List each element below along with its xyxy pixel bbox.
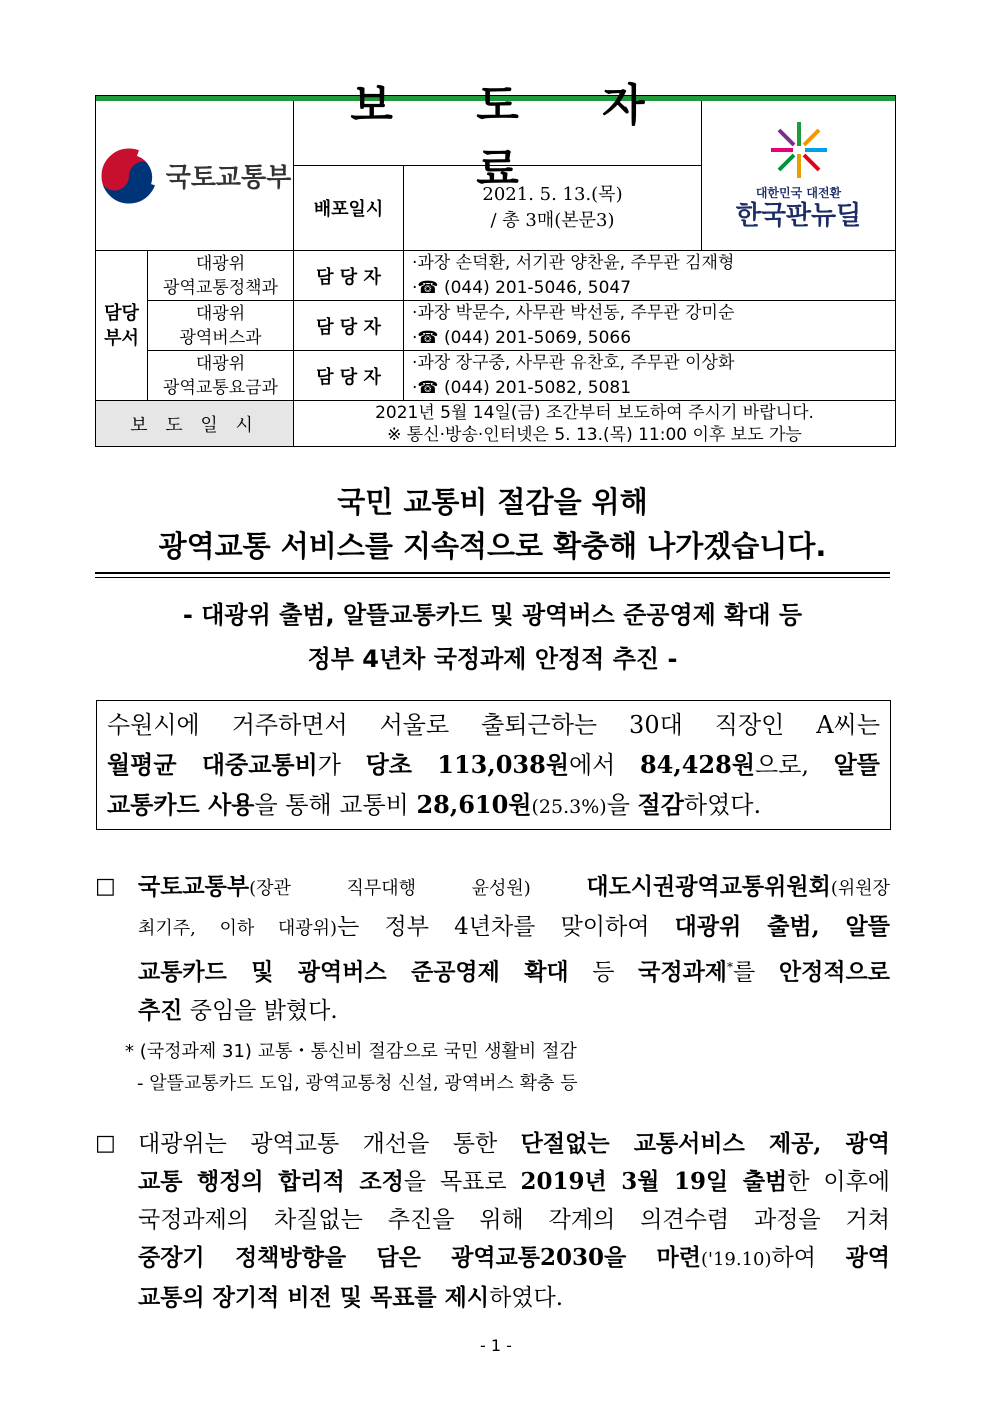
summary-text: 하였다. (683, 791, 762, 819)
distribution-pages: / 총 3매(본문3) (490, 210, 615, 231)
para-text: 는 정부 4년차를 맞이하여 (337, 914, 675, 940)
dept-name-cell (148, 351, 294, 401)
dept-name-line2: 광역교통정책과 (163, 277, 278, 298)
contact-info-cell (404, 351, 895, 401)
summary-text: 에서 (569, 751, 640, 779)
footnote-line2: - 알뜰교통카드 도입, 광역교통청 신설, 광역버스 확충 등 (137, 1073, 578, 1094)
press-release-title: 보 도 자 료 (350, 80, 679, 195)
contact-label: 담 당 자 (316, 366, 381, 388)
footnote-marker: * (727, 960, 734, 974)
contact-persons: ·과장 손덕환, 서기관 양찬윤, 주무관 김재형 (412, 253, 735, 273)
release-line1: 2021년 5월 14일(금) 조간부터 보도하여 주시기 바랍니다. (375, 402, 814, 423)
summary-line3 (107, 785, 880, 827)
para-text: 교통카드 및 광역버스 준공영제 확대 (138, 958, 569, 986)
summary-text: 월평균 대중교통비 (107, 750, 318, 779)
summary-text: 절감 (637, 790, 684, 819)
contact-phone: ·☎ (044) 201-5082, 5081 (412, 378, 632, 398)
new-deal-title: 한국판뉴딜 (735, 201, 862, 231)
paragraph-line (138, 1201, 890, 1239)
para-text: 2019년 3월 19일 출범 (520, 1168, 788, 1195)
para-text: 대광위 출범, 알뜰 (674, 913, 890, 940)
contact-label: 담 당 자 (316, 266, 381, 288)
distribution-date: 2021. 5. 13.(목) (482, 184, 623, 205)
contact-persons: ·과장 박문수, 사무관 박선동, 주무관 강미순 (412, 303, 735, 323)
ministry-logo-cell (96, 101, 294, 251)
summary-line1 (107, 705, 880, 745)
subheadline (95, 593, 890, 681)
para-text: ('19.10) (700, 1249, 772, 1270)
press-header-table (95, 80, 896, 447)
para-text: 국정과제 (638, 958, 728, 986)
summary-text: 을 통해 교통비 (254, 791, 417, 819)
headline-line2: 광역교통 서비스를 지속적으로 확충해 나가겠습니다. (158, 529, 827, 563)
para-text: 교통 행정의 합리적 조정 (138, 1168, 404, 1195)
para-text: 을 목표로 (403, 1169, 521, 1195)
dept-name-line1: 대광위 (195, 303, 246, 324)
headline-divider (95, 572, 890, 574)
dept-group-label-cell (96, 251, 148, 401)
new-deal-logo-cell (702, 101, 895, 251)
paragraph-line (138, 1279, 890, 1317)
para-text: 단절없는 교통서비스 제공, 광역 (520, 1130, 890, 1157)
summary-line2 (107, 745, 880, 785)
page-number: - 1 - (480, 1336, 512, 1355)
paragraph-line (138, 908, 890, 948)
contact-persons: ·과장 장구중, 사무관 유찬호, 주무관 이상화 (412, 353, 735, 373)
subheadline-line1: - 대광위 출범, 알뜰교통카드 및 광역버스 준공영제 확대 등 (182, 601, 803, 629)
para-text: 한 이후에 (787, 1169, 891, 1195)
taegeuk-emblem-icon (98, 145, 160, 207)
summary-text: 으로, (755, 751, 834, 779)
headline (95, 480, 890, 568)
new-deal-star-icon (767, 120, 831, 180)
summary-text: 교통카드 사용 (107, 790, 255, 819)
dept-name-line2: 광역버스과 (179, 327, 262, 348)
contact-phone: ·☎ (044) 201-5046, 5047 (412, 278, 632, 298)
paragraph-text (138, 868, 890, 1030)
para-text: 안정적으로 (778, 958, 890, 986)
para-text: 최기주, 이하 대광위) (138, 918, 338, 939)
dept-name-line1: 대광위 (195, 353, 246, 374)
contact-phone: ·☎ (044) 201-5069, 5066 (412, 328, 632, 348)
release-label-cell (96, 401, 294, 446)
footnote-line1: * (국정과제 31) 교통・통신비 절감으로 국민 생활비 절감 (125, 1041, 577, 1062)
summary-text: (25.3%) (531, 796, 607, 818)
dept-name-cell (148, 301, 294, 351)
paragraph-line (138, 1163, 890, 1201)
para-text: 등 (568, 959, 639, 986)
para-text: 하였다. (489, 1285, 564, 1311)
ministry-name: 국토교통부 (165, 163, 292, 193)
distribution-label-cell (294, 166, 404, 251)
summary-text: 을 (606, 791, 638, 819)
summary-text: 84,428원 (639, 750, 756, 779)
para-text: 광역 (845, 1244, 891, 1271)
footnote (125, 1036, 885, 1100)
contact-label-cell (294, 301, 404, 351)
para-text: 를 (733, 959, 779, 986)
dept-name-line1: 대광위 (195, 253, 246, 274)
para-text: 추진 (138, 996, 183, 1024)
paragraph-line (138, 868, 890, 908)
contact-info-cell (404, 301, 895, 351)
summary-text: 알뜰 (833, 750, 880, 779)
summary-text: 수원시에 거주하면서 서울로 출퇴근하는 30대 직장인 A씨는 (107, 711, 880, 739)
para-text: 중장기 정책방향을 담은 광역교통2030을 마련 (138, 1244, 701, 1271)
para-text: 중임을 밝혔다. (182, 997, 338, 1024)
para-text: 대도시권광역교통위원회 (586, 873, 831, 900)
headline-divider-thin (95, 577, 890, 578)
contact-label-cell (294, 251, 404, 301)
para-text: 대광위는 광역교통 개선을 통한 (138, 1131, 521, 1157)
dept-name-cell (148, 251, 294, 301)
body-paragraph-1 (95, 868, 890, 1030)
summary-text: 당초 113,038원 (365, 750, 569, 779)
subheadline-line2: 정부 4년차 국정과제 안정적 추진 - (307, 645, 678, 673)
headline-line1: 국민 교통비 절감을 위해 (337, 485, 648, 519)
paragraph-line (138, 948, 890, 992)
bullet-box-icon: □ (95, 1131, 116, 1156)
contact-label: 담 당 자 (316, 316, 381, 338)
para-text: (위원장 (830, 878, 890, 899)
para-text: 교통의 장기적 비전 및 목표를 제시 (138, 1284, 490, 1311)
summary-box (96, 700, 891, 830)
para-text: (장관 직무대행 윤성원) (249, 878, 587, 899)
summary-text: 가 (317, 751, 366, 779)
contact-label-cell (294, 351, 404, 401)
distribution-date-cell (404, 166, 702, 251)
para-text: 국토교통부 (138, 873, 250, 900)
summary-text: 28,610원 (416, 790, 532, 819)
paragraph-line (138, 1239, 890, 1279)
release-info-cell (294, 401, 895, 446)
dept-group-label: 담당 부서 (104, 302, 139, 349)
distribution-label: 배포일시 (313, 199, 384, 220)
release-line2: ※ 통신·방송·인터넷은 5. 13.(목) 11:00 이후 보도 가능 (387, 424, 802, 445)
release-label: 보 도 일 시 (130, 414, 259, 436)
paragraph-line (138, 992, 890, 1030)
para-text: 하여 (771, 1245, 846, 1271)
contact-info-cell (404, 251, 895, 301)
paragraph-text (138, 1125, 890, 1317)
dept-name-line2: 광역교통요금과 (163, 377, 278, 398)
new-deal-subtitle: 대한민국 대전환 (755, 186, 842, 200)
para-text: 국정과제의 차질없는 추진을 위해 각계의 의견수렴 과정을 거쳐 (138, 1207, 890, 1233)
body-paragraph-2 (95, 1125, 890, 1317)
bullet-box-icon: □ (95, 874, 116, 899)
paragraph-line (138, 1125, 890, 1163)
